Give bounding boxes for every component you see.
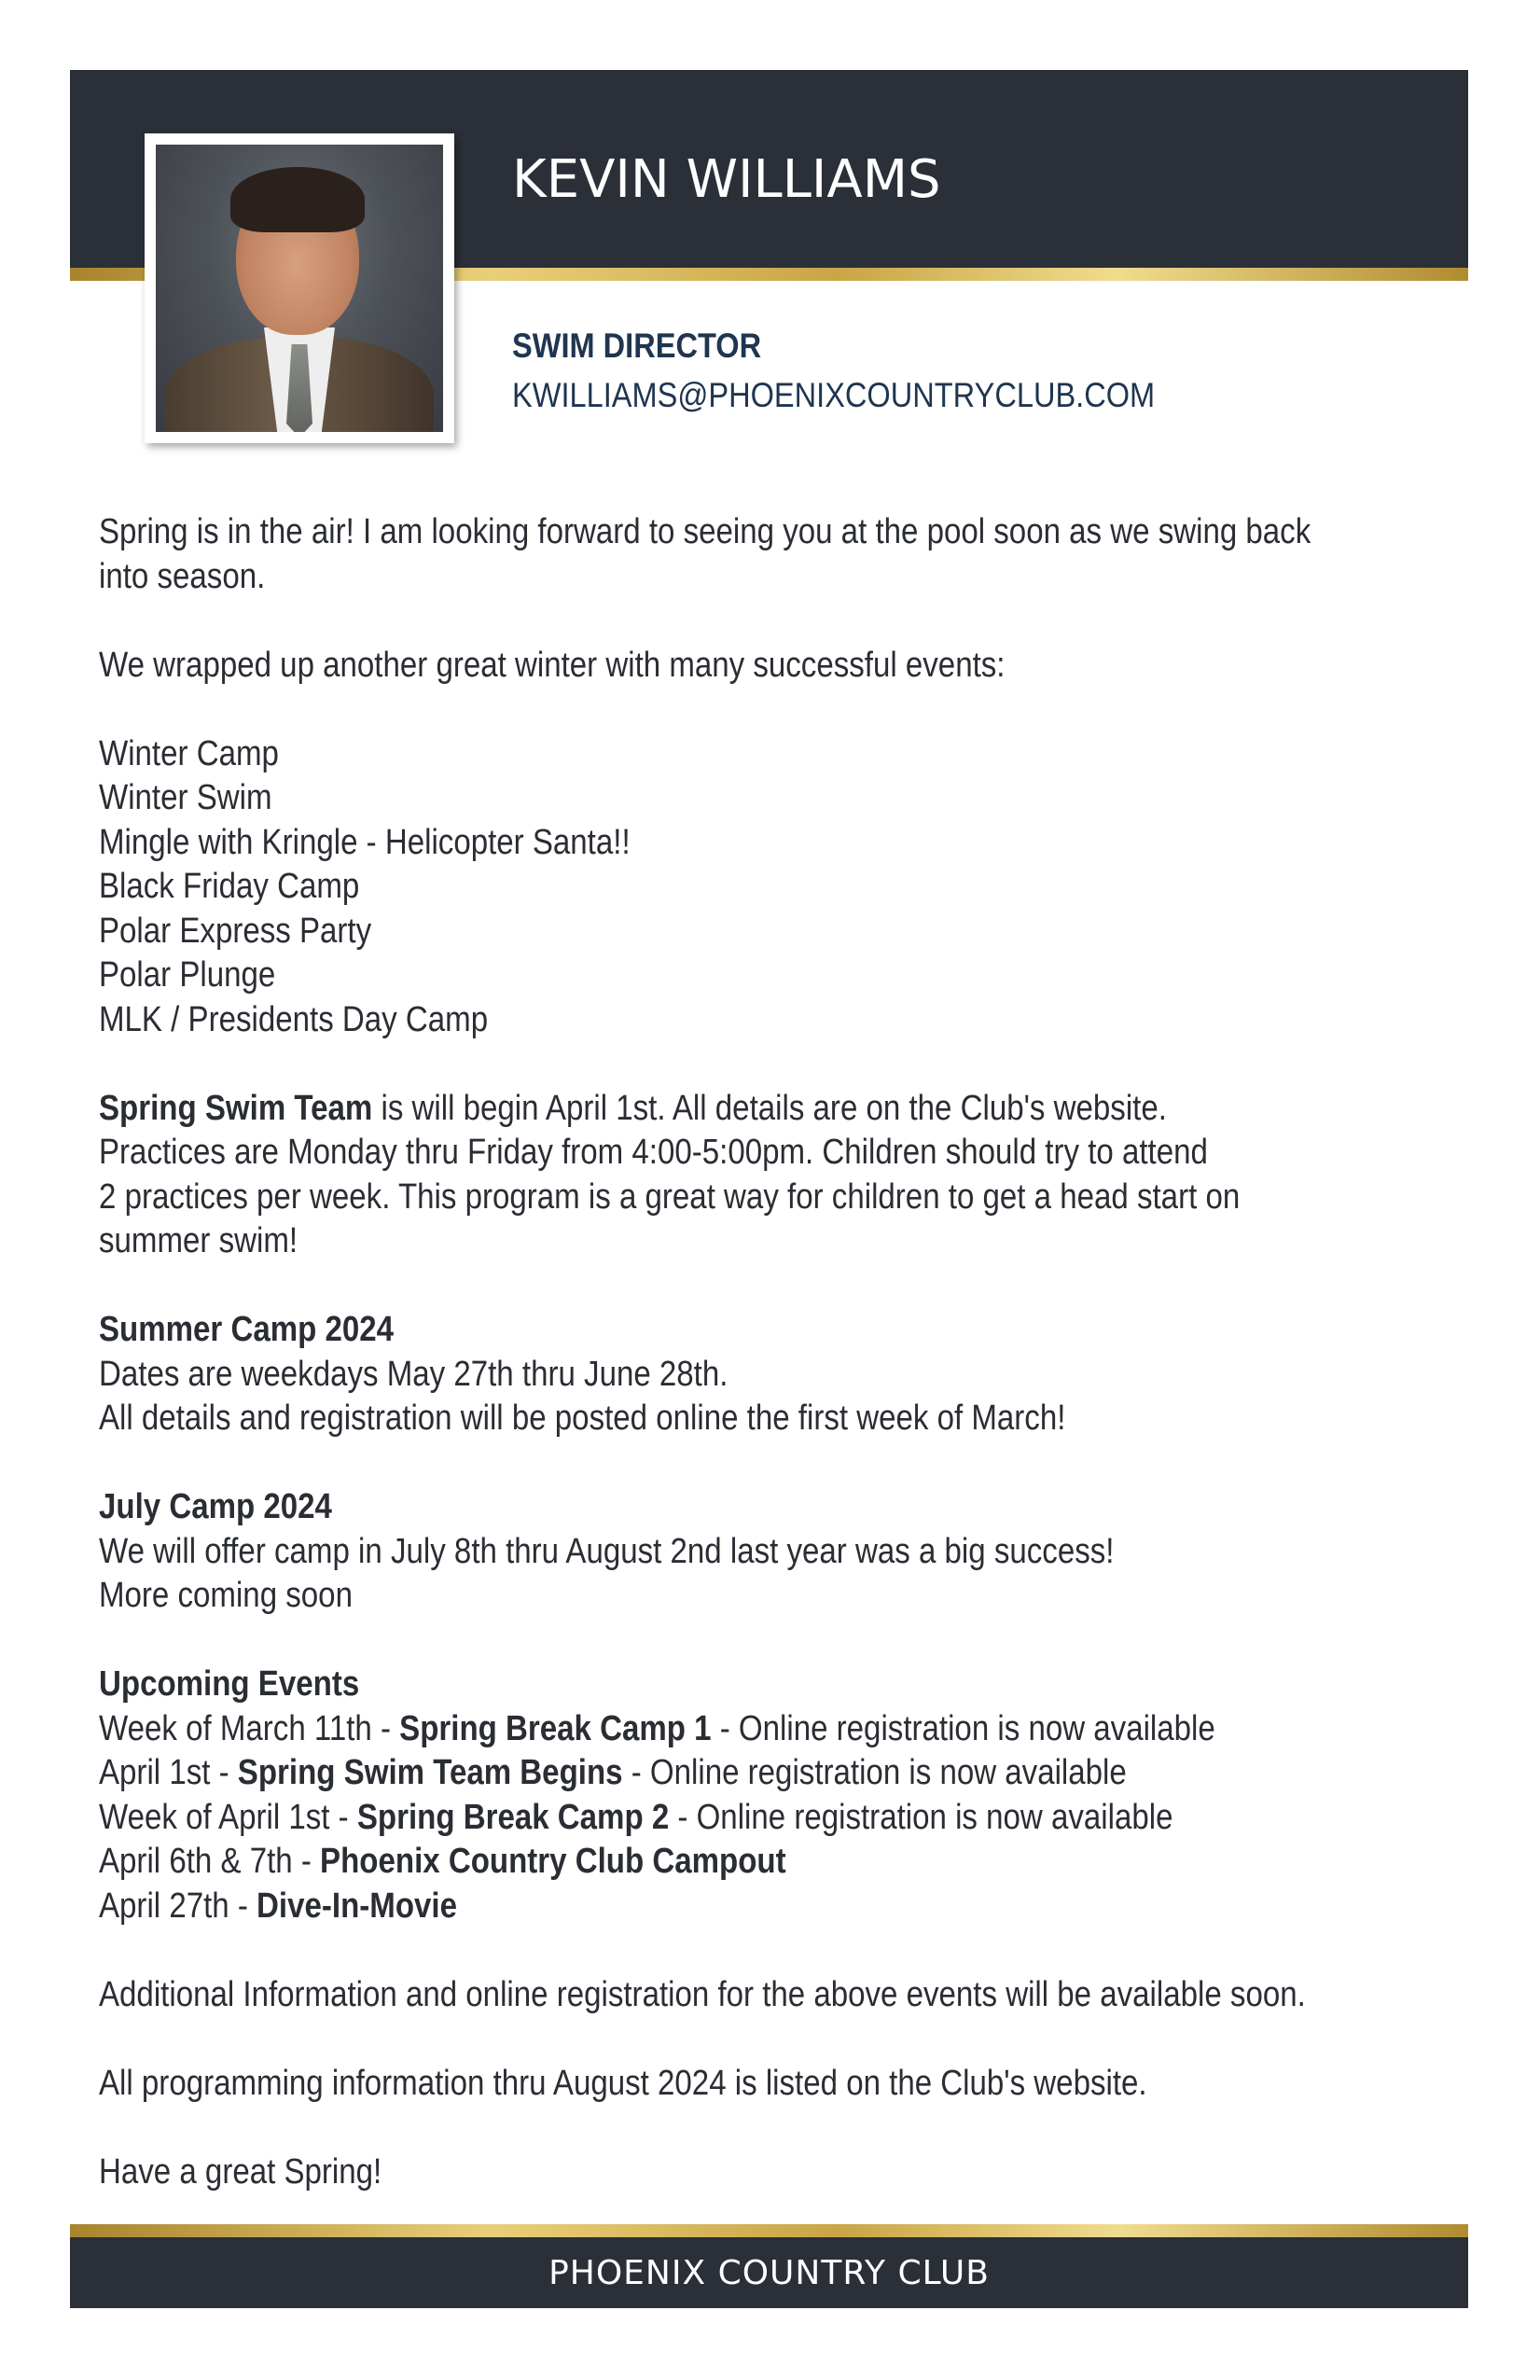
summer-camp-heading	[99, 1308, 1332, 1353]
swim-team-heading: Spring Swim Team	[99, 1088, 373, 1128]
profile-photo-frame	[145, 133, 454, 443]
swim-team-text: is will begin April 1st. All details are on the Club's website.	[372, 1088, 1167, 1128]
event-name: Spring Break Camp 2	[356, 1797, 670, 1837]
additional-info: Additional Information and online registration for the above events will be available soon.	[99, 1974, 1306, 2014]
winter-event-item: Polar Express Party	[99, 911, 372, 951]
event-date: April 1st -	[99, 1753, 238, 1792]
event-note: - Online registration is now available	[622, 1753, 1127, 1792]
footer-band	[70, 2237, 1468, 2308]
gold-divider-bottom	[70, 2224, 1468, 2237]
winter-event-item: Polar Plunge	[99, 955, 276, 995]
event-date: April 6th & 7th -	[99, 1842, 321, 1881]
upcoming-event-item	[99, 1840, 1332, 1885]
summer-camp-line: All details and registration will be posted online the first week of March!	[99, 1399, 1066, 1438]
winter-event-item: Winter Swim	[99, 778, 272, 817]
director-title: SWIM DIRECTOR	[512, 327, 762, 365]
director-name: KEVIN WILLIAMS	[512, 149, 941, 210]
summer-camp-heading-text: Summer Camp 2024	[99, 1310, 395, 1349]
swim-team-line: 2 practices per week. This program is a great way for children to get a head start on	[99, 1176, 1241, 1217]
july-camp-line: More coming soon	[99, 1576, 353, 1615]
event-name: Phoenix Country Club Campout	[320, 1842, 786, 1881]
swim-team-line	[99, 1087, 1332, 1132]
upcoming-heading-text: Upcoming Events	[99, 1664, 360, 1704]
swim-team-line: Practices are Monday thru Friday from 4:00-5:00pm. Children should try to attend	[99, 1133, 1208, 1172]
july-camp-heading-text: July Camp 2024	[99, 1487, 332, 1526]
upcoming-event-item	[99, 1707, 1332, 1752]
photo-hair	[230, 167, 365, 232]
footer-club-name: PHOENIX COUNTRY CLUB	[548, 2253, 990, 2292]
upcoming-event-item	[99, 1885, 1332, 1929]
newsletter-body	[99, 510, 1332, 2194]
winter-event-item: Winter Camp	[99, 733, 279, 773]
signoff: Have a great Spring!	[99, 2151, 382, 2192]
event-note: - Online registration is now available	[711, 1708, 1215, 1748]
event-name: Spring Break Camp 1	[399, 1708, 712, 1748]
event-date: Week of April 1st -	[99, 1797, 357, 1837]
july-camp-heading	[99, 1485, 1332, 1530]
event-name: Spring Swim Team Begins	[237, 1753, 623, 1792]
winter-event-item: Mingle with Kringle - Helicopter Santa!!	[99, 822, 631, 862]
event-date: April 27th -	[99, 1886, 257, 1926]
event-name: Dive-In-Movie	[257, 1886, 457, 1926]
programming-info: All programming information thru August 2024 is listed on the Club's website.	[99, 2063, 1147, 2103]
winter-event-item: MLK / Presidents Day Camp	[99, 999, 489, 1039]
summer-camp-line: Dates are weekdays May 27th thru June 28th.	[99, 1354, 728, 1394]
intro-line: Spring is in the air! I am looking forward to seeing you at the pool soon as we swing back	[99, 512, 1311, 551]
upcoming-event-item	[99, 1796, 1332, 1841]
intro-line: into season.	[99, 556, 266, 596]
event-note: - Online registration is now available	[669, 1797, 1173, 1837]
july-camp-line: We will offer camp in July 8th thru August 2nd last year was a big success!	[99, 1531, 1115, 1571]
swim-team-line: summer swim!	[99, 1221, 298, 1260]
upcoming-heading	[99, 1663, 1332, 1707]
winter-event-item: Black Friday Camp	[99, 867, 360, 906]
upcoming-event-item	[99, 1751, 1332, 1796]
director-email[interactable]: KWILLIAMS@PHOENIXCOUNTRYCLUB.COM	[512, 376, 1156, 414]
event-date: Week of March 11th -	[99, 1708, 400, 1748]
profile-photo	[156, 145, 443, 432]
winter-lead: We wrapped up another great winter with many successful events:	[99, 645, 1006, 685]
